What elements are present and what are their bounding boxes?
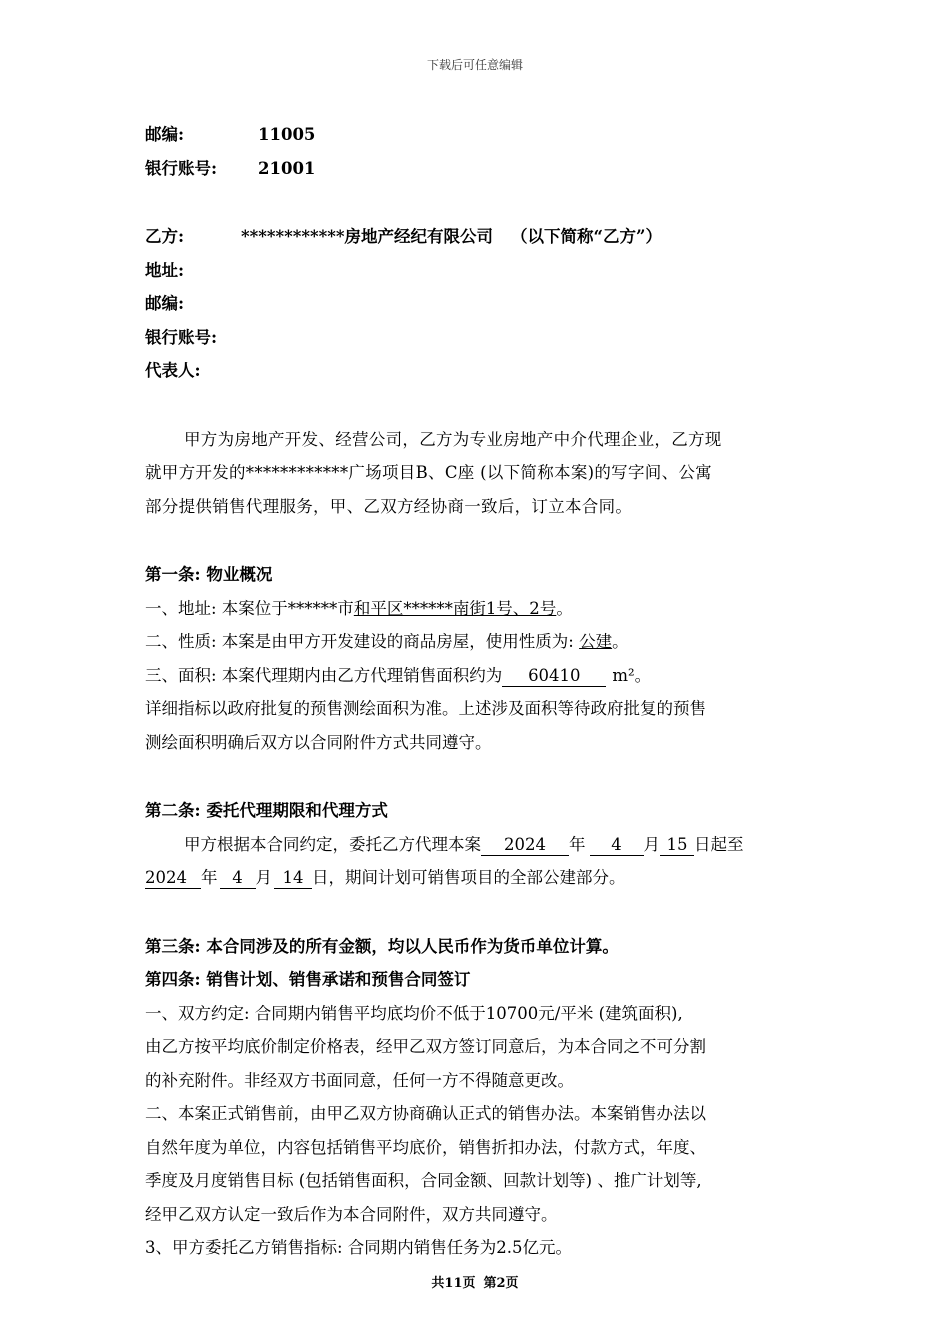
article1-detail: 测绘面积明确后双方以合同附件方式共同遵守。 — [145, 732, 492, 752]
bank-label: 银行账号: — [145, 158, 218, 178]
end-day: 14 — [274, 868, 312, 889]
preamble-line: 部分提供销售代理服务，甲、乙双方经协商一致后，订立本合同。 — [145, 496, 633, 516]
postcode-label: 邮编: — [145, 125, 185, 144]
preamble — [145, 423, 810, 524]
article4-line: 季度及月度销售目标 (包括销售面积，合同金额、回款计划等) 、推广计划等, — [145, 1171, 702, 1190]
article4-line: 二、本案正式销售前，由甲乙双方协商确认正式的销售办法。本案销售办法以 — [145, 1104, 706, 1123]
page-footer — [0, 1272, 950, 1291]
nature-prefix: 二、性质: 本案是由甲方开发建设的商品房屋，使用性质为: — [145, 632, 580, 651]
party-b-row — [145, 220, 810, 254]
start-year: 2024 — [481, 835, 569, 856]
end-suffix: 日，期间计划可销售项目的全部公建部分。 — [312, 868, 626, 887]
total-pages: 共11页 — [431, 1276, 476, 1291]
article4-line: 一、双方约定: 合同期内销售平均底均价不低于10700元/平米 (建筑面积), — [145, 1003, 683, 1023]
article4-line: 的补充附件。非经双方书面同意，任何一方不得随意更改。 — [145, 1070, 574, 1090]
start-suffix: 日起至 — [694, 834, 744, 854]
party-b-label: 乙方: — [145, 227, 185, 246]
area-prefix: 三、面积: 本案代理期内由乙方代理销售面积约为 — [145, 665, 503, 685]
article2-term-line1 — [145, 828, 810, 862]
preamble-line: 甲方为房地产开发、经营公司，乙方为专业房地产中介代理企业，乙方现 — [184, 429, 722, 449]
end-year: 2024 — [145, 868, 201, 889]
article4-line: 自然年度为单位，内容包括销售平均底价，销售折扣办法，付款方式，年度、 — [145, 1137, 706, 1157]
month-char: 月 — [643, 834, 660, 854]
contract-body — [145, 118, 810, 1265]
start-month: 4 — [590, 835, 644, 856]
article4-body — [145, 997, 810, 1265]
address-prefix: 一、地址: 本案位于******市 — [145, 598, 354, 618]
start-day: 15 — [660, 835, 694, 856]
article3-title: 第三条: 本合同涉及的所有金额，均以人民币作为货币单位计算。 — [145, 936, 619, 956]
address-end: 。 — [556, 598, 573, 618]
preamble-line: 就甲方开发的************广场项目B、C座 (以下简称本案)的写字间、公寓 — [145, 463, 712, 482]
party-b-alias: （以下简称“乙方”） — [511, 227, 663, 246]
postcode-value: 11005 — [258, 125, 316, 144]
party-b-rep-label: 代表人: — [145, 361, 201, 380]
party-a-bank-row — [145, 152, 810, 186]
party-b-name: ************房地产经纪有限公司 — [241, 227, 494, 246]
article1-detail: 详细指标以政府批复的预售测绘面积为准。上述涉及面积等待政府批复的预售 — [145, 699, 706, 718]
year-char: 年 — [569, 834, 586, 854]
current-page: 第2页 — [483, 1276, 519, 1291]
area-value: 60410 — [502, 666, 606, 687]
month-char: 月 — [255, 868, 272, 887]
end-month: 4 — [220, 868, 256, 889]
address-value: 和平区******南街1号、2号 — [353, 598, 557, 618]
area-unit: m²。 — [612, 665, 652, 685]
article4-title: 第四条: 销售计划、销售承诺和预售合同签订 — [145, 970, 471, 989]
article1-title: 第一条: 物业概况 — [145, 565, 273, 584]
article2-term-line2 — [145, 861, 810, 895]
bank-value: 21001 — [258, 158, 316, 178]
year-char: 年 — [201, 868, 218, 887]
article4-line: 经甲乙双方认定一致后作为本合同附件，双方共同遵守。 — [145, 1204, 558, 1224]
article1-area — [145, 659, 810, 693]
party-b-address-label: 地址: — [145, 260, 185, 280]
article2-title: 第二条: 委托代理期限和代理方式 — [145, 801, 388, 820]
nature-end: 。 — [612, 632, 629, 651]
term-prefix: 甲方根据本合同约定，委托乙方代理本案 — [184, 834, 481, 854]
article1-nature — [145, 625, 810, 659]
page-header: 下载后可任意编辑 — [426, 58, 523, 72]
article1-address — [145, 592, 810, 626]
party-b-bank-label: 银行账号: — [145, 327, 218, 347]
party-b-postcode-label: 邮编: — [145, 294, 185, 313]
nature-value: 公建 — [579, 632, 613, 651]
article4-line: 3、甲方委托乙方销售指标: 合同期内销售任务为2.5亿元。 — [145, 1238, 573, 1257]
party-a-postcode-row — [145, 118, 810, 152]
article4-line: 由乙方按平均底价制定价格表，经甲乙双方签订同意后，为本合同之不可分割 — [145, 1037, 706, 1056]
